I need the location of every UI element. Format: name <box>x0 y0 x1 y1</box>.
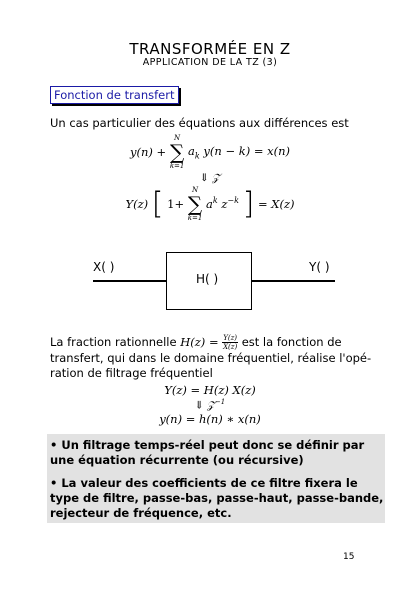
eq2-z-sup: −k <box>227 196 239 206</box>
input-signal-line <box>93 280 166 282</box>
eq1-coef: a <box>188 143 195 158</box>
para-line1-end: est la fonction de <box>241 335 342 349</box>
eq2-left: Y(z) <box>125 197 149 211</box>
section-heading: Fonction de transfert <box>50 86 179 104</box>
fraction-paragraph-line3: ration de filtrage fréquentiel <box>50 366 213 380</box>
right-bracket: ] <box>242 186 255 222</box>
time-domain-equation: y(n) = h(n) ∗ x(n) <box>159 412 261 426</box>
para-line1-start: La fraction rationnelle <box>50 335 177 349</box>
eq2-one: 1+ <box>167 197 185 211</box>
bullet-2-line2: type de filtre, passe-bas, passe-haut, passe-bande, <box>50 491 384 505</box>
inverse-z-sup: −1 <box>214 398 226 406</box>
bullet-2-line3: rejecteur de fréquence, etc. <box>50 506 232 520</box>
page-number: 15 <box>343 552 355 562</box>
sum2-lower-limit: k=1 <box>187 214 203 222</box>
output-signal-line <box>252 280 335 282</box>
z-transform-arrow: ⇓ 𝒵 <box>199 172 221 184</box>
eq1-rest: y(n − k) = x(n) <box>199 143 291 158</box>
sum-symbol <box>170 134 185 170</box>
input-label: X( ) <box>93 260 115 274</box>
sigma-icon: ∑ <box>169 140 185 164</box>
eq1-coef-sub: k <box>194 151 200 161</box>
output-label: Y( ) <box>309 260 330 274</box>
eq2-a: a <box>205 197 213 212</box>
transfer-fraction <box>222 334 238 351</box>
sum-lower-limit: k=1 <box>169 162 185 170</box>
fraction-paragraph-line1 <box>50 334 380 351</box>
difference-equation <box>0 134 420 170</box>
page-subtitle: APPLICATION DE LA TZ (3) <box>142 57 278 68</box>
sigma-icon-2: ∑ <box>187 192 203 216</box>
block-label: H( ) <box>196 272 219 286</box>
page-title: TRANSFORMÉE EN Z <box>129 40 291 58</box>
sum-symbol-2 <box>188 186 203 222</box>
z-domain-equation: Y(z) = H(z) X(z) <box>164 383 256 397</box>
inverse-z-arrow <box>0 398 420 413</box>
left-bracket: [ <box>151 186 164 222</box>
eq1-left: y(n) + <box>129 145 167 159</box>
fraction-denominator: X(z) <box>223 343 238 351</box>
transfer-equation <box>0 186 420 222</box>
bullet-1-line1: • Un filtrage temps-réel peut donc se définir par <box>50 438 365 452</box>
eq2-right: = X(z) <box>258 197 295 211</box>
inverse-z-arrow-text: ⇓ 𝒵 <box>194 399 215 412</box>
bullet-1-line2: une équation récurrente (ou récursive) <box>50 453 304 467</box>
eq2-a-sup: k <box>212 196 218 206</box>
sum2-upper-limit: N <box>191 186 199 194</box>
fraction-numerator: Y(z) <box>223 334 238 342</box>
h-of-z: H(z) = <box>180 335 219 349</box>
intro-text: Un cas particulier des équations aux différences est <box>50 116 349 130</box>
fraction-paragraph-line2: transfert, qui dans le domaine fréquentiel, réalise l'opé- <box>50 351 372 365</box>
eq2-z: z <box>217 197 228 212</box>
sum-upper-limit: N <box>174 134 181 142</box>
bullet-2-line1: • La valeur des coefficients de ce filtre fixera le <box>50 476 358 490</box>
